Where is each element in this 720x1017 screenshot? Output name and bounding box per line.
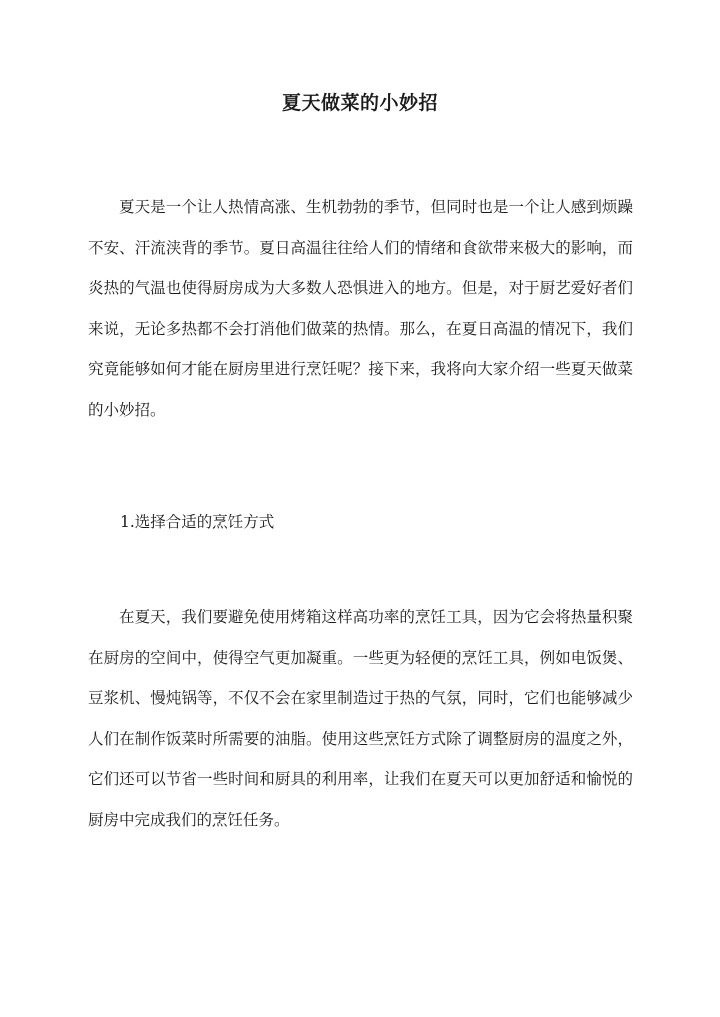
section-1-paragraph: 在夏天，我们要避免使用烤箱这样高功率的烹饪工具，因为它会将热量积聚在厨房的空间中，使得空气更加凝重。一些更为轻便的烹饪工具，例如电饭煲、豆浆机、慢炖锅等，不仅不会在家里制造过于热的气氛，同时，它们也能够减少人们在制作饭菜时所需要的油脂。使用这些烹饪方式除了调整厨房的温度之外，它们还可以节省一些时间和厨具的利用率，让我们在夏天可以更加舒适和愉悦的厨房中完成我们的烹饪任务。	[88, 608, 633, 829]
document-title: 夏天做菜的小妙招	[281, 92, 438, 114]
intro-paragraph: 夏天是一个让人热情高涨、生机勃勃的季节，但同时也是一个让人感到烦躁不安、汗流浃背的季节。夏日高温往往给人们的情绪和食欲带来极大的影响，而炎热的气温也使得厨房成为大多数人恐惧进入的地方。但是，对于厨艺爱好者们来说，无论多热都不会打消他们做菜的热情。那么，在夏日高温的情况下，我们究竟能够如何才能在厨房里进行烹饪呢？接下来，我将向大家介绍一些夏天做菜的小妙招。	[88, 198, 633, 419]
section-heading: 1.选择合适的烹饪方式	[120, 513, 275, 531]
